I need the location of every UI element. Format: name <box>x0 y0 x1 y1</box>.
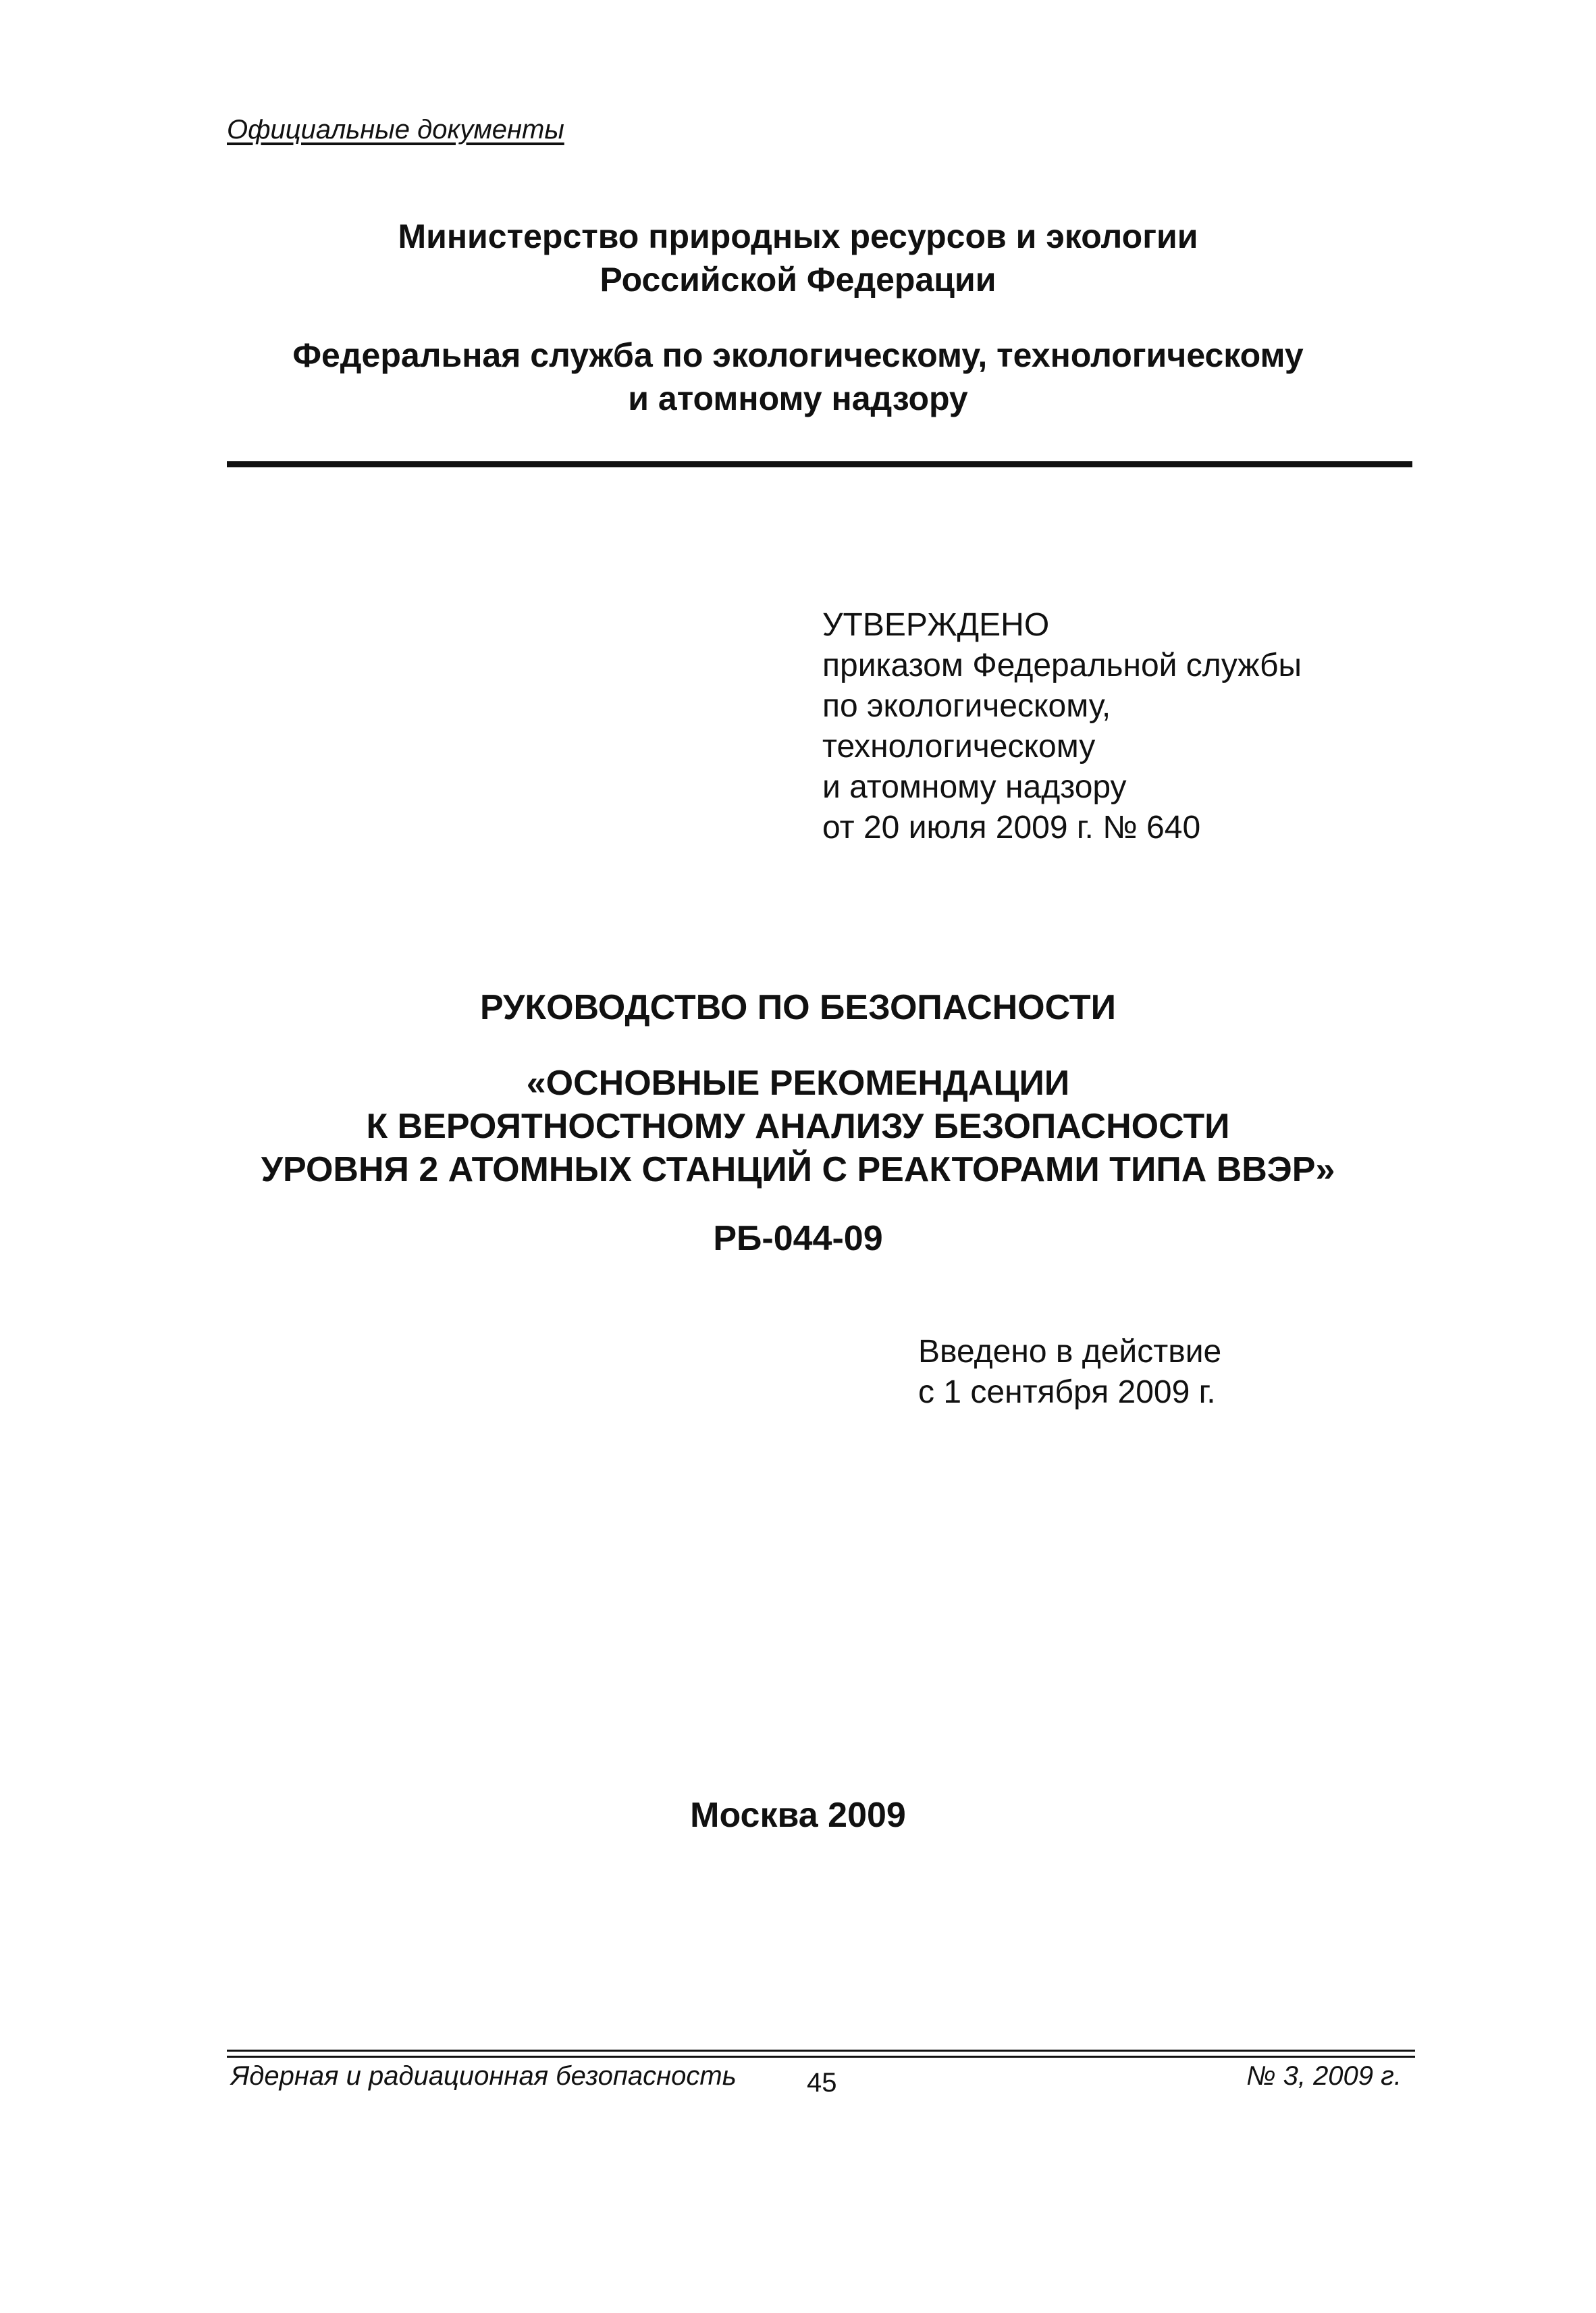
footer-issue: № 3, 2009 г. <box>1246 2061 1402 2091</box>
approval-line: приказом Федеральной службы <box>822 648 1302 683</box>
guide-name-line: «ОСНОВНЫЕ РЕКОМЕНДАЦИИ <box>526 1064 1070 1103</box>
guide-title: РУКОВОДСТВО ПО БЕЗОПАСНОСТИ <box>479 988 1117 1027</box>
ministry-name <box>0 215 1596 301</box>
ministry-line: Российской Федерации <box>600 261 996 298</box>
effective-line: Введено в действие <box>918 1334 1222 1370</box>
guide-name <box>0 1062 1596 1191</box>
footer-divider-bottom <box>227 2056 1415 2058</box>
place-year: Москва 2009 <box>690 1796 906 1835</box>
ministry-line: Министерство природных ресурсов и экологии <box>398 217 1198 255</box>
approval-line: и атомному надзору <box>822 769 1127 805</box>
guide-code: РБ-044-09 <box>713 1219 883 1258</box>
approval-block <box>822 605 1302 848</box>
approval-line: технологическому <box>822 729 1096 764</box>
header-caption: Официальные документы <box>227 115 564 145</box>
approval-line: по экологическому, <box>822 688 1111 724</box>
footer-journal-name: Ядерная и радиационная безопасность <box>231 2061 737 2091</box>
service-name <box>0 334 1596 420</box>
footer-divider-top <box>227 2050 1415 2052</box>
service-line: и атомному надзору <box>628 380 968 417</box>
service-line: Федеральная служба по экологическому, технологическому <box>292 336 1304 374</box>
approval-line: УТВЕРЖДЕНО <box>822 607 1050 643</box>
footer-page-number: 45 <box>807 2068 837 2098</box>
guide-name-line: УРОВНЯ 2 АТОМНЫХ СТАНЦИЙ С РЕАКТОРАМИ ТИПА ВВЭР» <box>261 1150 1335 1189</box>
header-divider <box>227 461 1412 467</box>
effective-date-block <box>918 1332 1221 1413</box>
approval-line: от 20 июля 2009 г. № 640 <box>822 810 1201 846</box>
effective-line: с 1 сентября 2009 г. <box>918 1374 1216 1410</box>
guide-name-line: К ВЕРОЯТНОСТНОМУ АНАЛИЗУ БЕЗОПАСНОСТИ <box>366 1107 1230 1146</box>
